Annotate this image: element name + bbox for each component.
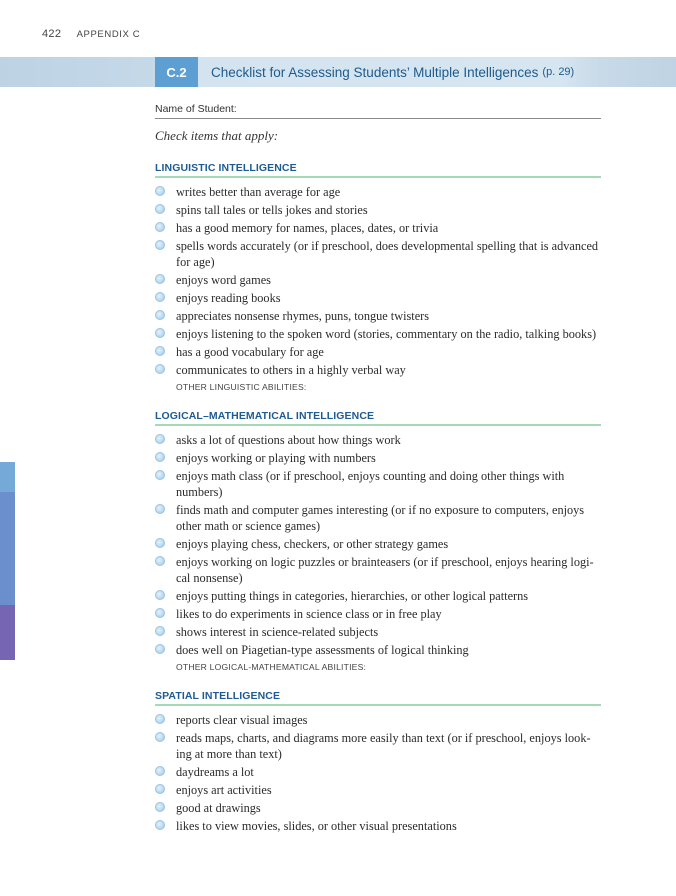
checkbox-circle-icon[interactable] [155, 204, 165, 214]
checkbox-circle-icon[interactable] [155, 608, 165, 618]
checklist-item-text: spins tall tales or tells jokes and stories [176, 203, 368, 217]
checklist-items [155, 432, 601, 658]
checkbox-circle-icon[interactable] [155, 310, 165, 320]
checklist-item-text: enjoys art activities [176, 783, 272, 797]
side-tab-segment-1 [0, 462, 15, 492]
checklist-item-text: likes to do experiments in science class or in free play [176, 607, 442, 621]
checkbox-circle-icon[interactable] [155, 222, 165, 232]
checkbox-circle-icon[interactable] [155, 784, 165, 794]
checklist-item-text: asks a lot of questions about how things work [176, 433, 401, 447]
checklist-item[interactable] [155, 202, 601, 218]
checkbox-circle-icon[interactable] [155, 292, 165, 302]
checklist-item-text: shows interest in science-related subjects [176, 625, 379, 639]
checkbox-circle-icon[interactable] [155, 820, 165, 830]
checklist-item[interactable] [155, 764, 601, 780]
checklist-item[interactable] [155, 432, 601, 448]
checklist-item-text: enjoys working or playing with numbers [176, 451, 376, 465]
checklist-item[interactable] [155, 220, 601, 236]
checkbox-circle-icon[interactable] [155, 452, 165, 462]
checkbox-circle-icon[interactable] [155, 714, 165, 724]
checkbox-circle-icon[interactable] [155, 470, 165, 480]
checklist-item[interactable] [155, 450, 601, 466]
section-title: LINGUISTIC INTELLIGENCE [155, 162, 601, 178]
checklist-item[interactable] [155, 502, 601, 534]
checklist-content [155, 103, 601, 836]
checklist-item[interactable] [155, 290, 601, 306]
checkbox-circle-icon[interactable] [155, 240, 165, 250]
section-label: APPENDIX C [76, 29, 141, 40]
checkbox-circle-icon[interactable] [155, 626, 165, 636]
checklist-item-text: enjoys working on logic puzzles or brainteasers (or if preschool, enjoys hearing logi-cal nonsense) [176, 555, 594, 585]
checklist-item-text: spells words accurately (or if preschool, does developmental spelling that is advanced for age) [176, 239, 599, 269]
checklist-badge: C.2 [155, 57, 198, 87]
section [155, 162, 601, 392]
checkbox-circle-icon[interactable] [155, 364, 165, 374]
checklist-item-text: enjoys listening to the spoken word (stories, commentary on the radio, talking books) [176, 327, 597, 341]
checklist-item[interactable] [155, 238, 601, 270]
instructions: Check items that apply: [155, 128, 279, 143]
checklist-item-text: daydreams a lot [176, 765, 254, 779]
checklist-item-text: appreciates nonsense rhymes, puns, tongue twisters [176, 309, 430, 323]
checklist-item-text: communicates to others in a highly verbal way [176, 363, 406, 377]
checklist-item-text: finds math and computer games interesting (or if no exposure to computers, enjoys other math or science games) [176, 503, 585, 533]
section [155, 410, 601, 672]
checklist-item[interactable] [155, 272, 601, 288]
page-number: 422 [42, 28, 62, 40]
checklist-items [155, 184, 601, 378]
checklist-item[interactable] [155, 624, 601, 640]
section-title: LOGICAL–MATHEMATICAL INTELLIGENCE [155, 410, 601, 426]
title-text: Checklist for Assessing Students’ Multiple Intelligences [211, 64, 539, 80]
checkbox-circle-icon[interactable] [155, 274, 165, 284]
checklist-item-text: has a good vocabulary for age [176, 345, 324, 359]
checklist-item[interactable] [155, 642, 601, 658]
checklist-item-text: enjoys playing chess, checkers, or other strategy games [176, 537, 449, 551]
checkbox-circle-icon[interactable] [155, 644, 165, 654]
checklist-item[interactable] [155, 326, 601, 342]
checklist-item-text: enjoys putting things in categories, hierarchies, or other logical patterns [176, 589, 529, 603]
checkbox-circle-icon[interactable] [155, 186, 165, 196]
checklist-item-text: has a good memory for names, places, dates, or trivia [176, 221, 439, 235]
checklist-item-text: likes to view movies, slides, or other visual presentations [176, 819, 457, 833]
section-title: SPATIAL INTELLIGENCE [155, 690, 601, 706]
side-tab-segment-3 [0, 605, 15, 660]
checklist-item[interactable] [155, 800, 601, 816]
checklist-item-text: enjoys reading books [176, 291, 281, 305]
checkbox-circle-icon[interactable] [155, 590, 165, 600]
checkbox-circle-icon[interactable] [155, 346, 165, 356]
checklist-item[interactable] [155, 362, 601, 378]
checklist-title [211, 57, 574, 87]
checklist-item-text: reads maps, charts, and diagrams more easily than text (or if preschool, enjoys look-ing at more than text) [176, 731, 591, 761]
checkbox-circle-icon[interactable] [155, 556, 165, 566]
checklist-item-text: reports clear visual images [176, 713, 308, 727]
checklist-item-text: writes better than average for age [176, 185, 341, 199]
checklist-item[interactable] [155, 344, 601, 360]
checklist-item[interactable] [155, 818, 601, 834]
checklist-item[interactable] [155, 554, 601, 586]
running-head [42, 28, 140, 40]
student-name-field[interactable] [155, 103, 601, 119]
checkbox-circle-icon[interactable] [155, 732, 165, 742]
other-abilities-label: OTHER LOGICAL-MATHEMATICAL ABILITIES: [176, 662, 367, 672]
student-name-label: Name of Student: [155, 103, 237, 115]
checklist-item[interactable] [155, 588, 601, 604]
checklist-item-text: enjoys math class (or if preschool, enjoys counting and doing other things with numbers) [176, 469, 565, 499]
page-reference: (p. 29) [542, 66, 575, 78]
other-abilities-label: OTHER LINGUISTIC ABILITIES: [176, 382, 307, 392]
checklist-item[interactable] [155, 308, 601, 324]
checklist-item[interactable] [155, 712, 601, 728]
checklist-item[interactable] [155, 184, 601, 200]
checklist-item-text: enjoys word games [176, 273, 271, 287]
checklist-item[interactable] [155, 468, 601, 500]
checkbox-circle-icon[interactable] [155, 328, 165, 338]
checkbox-circle-icon[interactable] [155, 538, 165, 548]
section [155, 690, 601, 834]
checklist-item[interactable] [155, 606, 601, 622]
checklist-items [155, 712, 601, 834]
checkbox-circle-icon[interactable] [155, 766, 165, 776]
checkbox-circle-icon[interactable] [155, 434, 165, 444]
checkbox-circle-icon[interactable] [155, 504, 165, 514]
checklist-item[interactable] [155, 730, 601, 762]
checklist-item[interactable] [155, 536, 601, 552]
checklist-item-text: does well on Piagetian-type assessments of logical thinking [176, 643, 469, 657]
side-tab-segment-2 [0, 492, 15, 605]
checklist-item[interactable] [155, 782, 601, 798]
checkbox-circle-icon[interactable] [155, 802, 165, 812]
checklist-item-text: good at drawings [176, 801, 261, 815]
